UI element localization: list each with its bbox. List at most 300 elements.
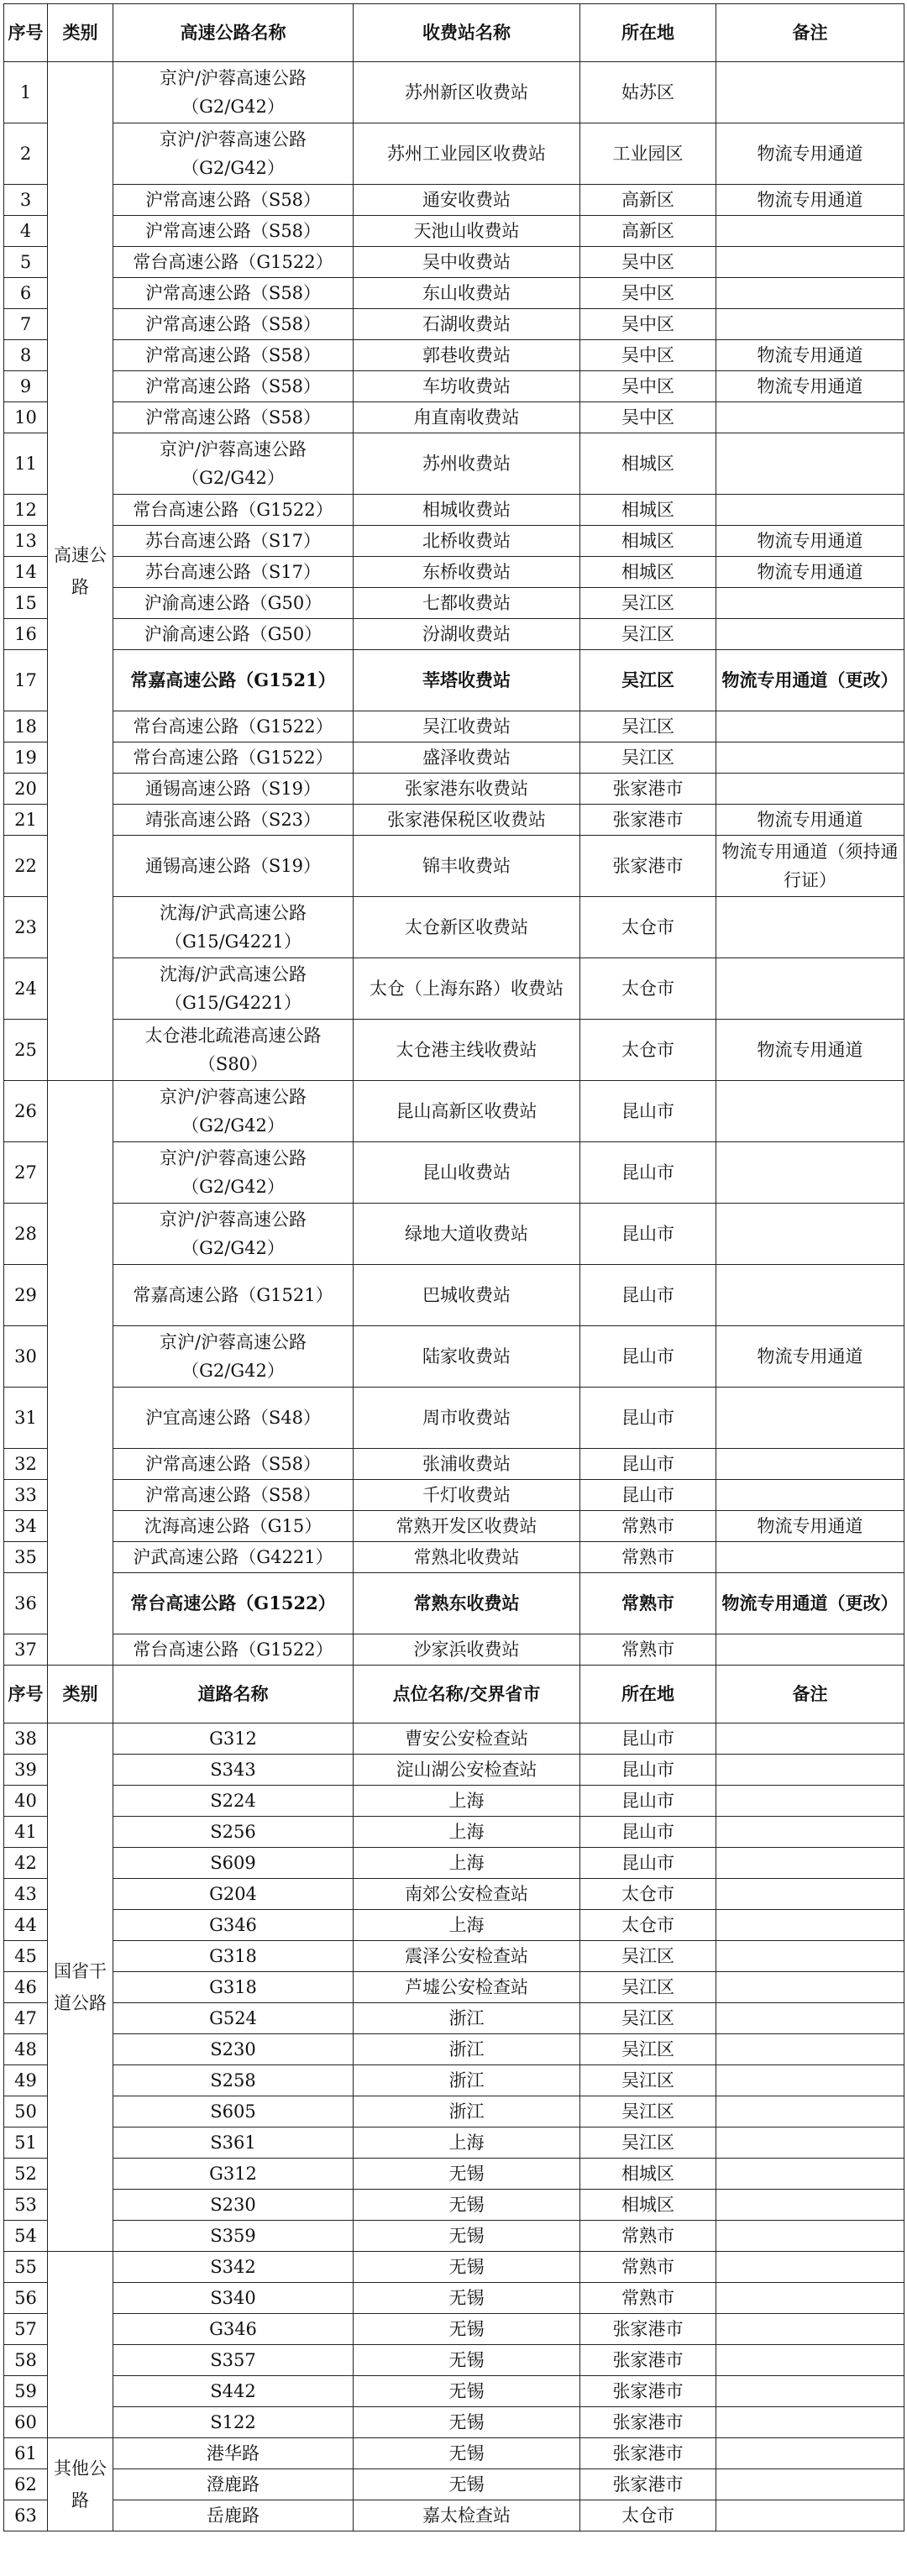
location: 张家港市 <box>580 805 716 836</box>
station-name: 浙江 <box>354 2003 580 2034</box>
remark <box>716 495 904 526</box>
category-cell: 其他公路 <box>48 2438 113 2531</box>
table-row <box>4 247 904 278</box>
row-number: 25 <box>4 1020 48 1081</box>
location: 相城区 <box>580 2190 716 2221</box>
header-station: 点位名称/交界省市 <box>354 1666 580 1723</box>
location: 相城区 <box>580 433 716 495</box>
road-name: 京沪/沪蓉高速公路（G2/G42） <box>113 1081 354 1142</box>
table-row <box>4 742 904 774</box>
remark: 物流专用通道（须持通行证） <box>716 836 904 897</box>
road-name: 常台高速公路（G1522） <box>113 247 354 278</box>
remark <box>716 1142 904 1204</box>
road-name: G318 <box>113 1941 354 1972</box>
road-name: 常嘉高速公路（G1521） <box>113 1265 354 1326</box>
remark <box>716 1817 904 1848</box>
table-row <box>4 123 904 185</box>
remark: 物流专用通道 <box>716 557 904 588</box>
remark <box>716 1388 904 1449</box>
location: 昆山市 <box>580 1265 716 1326</box>
remark <box>716 1941 904 1972</box>
row-number: 8 <box>4 340 48 371</box>
table-row <box>4 2159 904 2190</box>
road-name: 通锡高速公路（S19） <box>113 774 354 805</box>
row-number: 27 <box>4 1142 48 1204</box>
location: 昆山市 <box>580 1848 716 1879</box>
location: 相城区 <box>580 557 716 588</box>
header-row <box>4 4 904 62</box>
location: 常熟市 <box>580 2283 716 2314</box>
location: 相城区 <box>580 526 716 557</box>
road-name: 沪常高速公路（S58） <box>113 1449 354 1480</box>
road-name: G204 <box>113 1879 354 1910</box>
location: 常熟市 <box>580 2252 716 2283</box>
remark <box>716 1910 904 1941</box>
header-category: 类别 <box>48 1666 113 1723</box>
location: 常熟市 <box>580 1542 716 1573</box>
table-row <box>4 619 904 650</box>
row-number: 50 <box>4 2096 48 2127</box>
location: 太仓市 <box>580 1910 716 1941</box>
station-name: 常熟东收费站 <box>354 1573 580 1634</box>
table-row <box>4 1480 904 1511</box>
table-body <box>4 4 904 2531</box>
row-number: 52 <box>4 2159 48 2190</box>
location: 昆山市 <box>580 1755 716 1786</box>
remark <box>716 1480 904 1511</box>
road-name: 沪常高速公路（S58） <box>113 185 354 216</box>
road-name: S359 <box>113 2221 354 2252</box>
table-row <box>4 1081 904 1142</box>
station-name: 天池山收费站 <box>354 216 580 247</box>
table-row <box>4 1848 904 1879</box>
table-row <box>4 836 904 897</box>
road-name: 太仓港北疏港高速公路（S80） <box>113 1020 354 1081</box>
station-name: 上海 <box>354 1817 580 1848</box>
table-row <box>4 2096 904 2127</box>
road-name: 苏台高速公路（S17） <box>113 526 354 557</box>
table-row <box>4 2190 904 2221</box>
row-number: 48 <box>4 2034 48 2065</box>
table-row <box>4 526 904 557</box>
station-name: 无锡 <box>354 2407 580 2438</box>
station-name: 东桥收费站 <box>354 557 580 588</box>
location: 张家港市 <box>580 2345 716 2376</box>
remark <box>716 1542 904 1573</box>
row-number: 9 <box>4 371 48 402</box>
road-name: 沈海/沪武高速公路（G15/G4221） <box>113 897 354 958</box>
station-name: 曹安公安检查站 <box>354 1723 580 1755</box>
table-row <box>4 402 904 433</box>
remark <box>716 1265 904 1326</box>
station-name: 东山收费站 <box>354 278 580 309</box>
location: 太仓市 <box>580 897 716 958</box>
remark <box>716 774 904 805</box>
table-row <box>4 2500 904 2531</box>
station-name: 昆山高新区收费站 <box>354 1081 580 1142</box>
header-no: 序号 <box>4 1666 48 1723</box>
remark <box>716 711 904 742</box>
remark <box>716 1204 904 1265</box>
row-number: 3 <box>4 185 48 216</box>
location: 吴江区 <box>580 742 716 774</box>
station-name: 太仓新区收费站 <box>354 897 580 958</box>
location: 昆山市 <box>580 1326 716 1388</box>
road-name: 沪常高速公路（S58） <box>113 1480 354 1511</box>
row-number: 60 <box>4 2407 48 2438</box>
road-name: 港华路 <box>113 2438 354 2469</box>
row-number: 23 <box>4 897 48 958</box>
station-name: 张家港东收费站 <box>354 774 580 805</box>
row-number: 31 <box>4 1388 48 1449</box>
road-name: 沈海/沪武高速公路（G15/G4221） <box>113 958 354 1020</box>
station-name: 苏州工业园区收费站 <box>354 123 580 185</box>
station-name: 淀山湖公安检查站 <box>354 1755 580 1786</box>
station-name: 上海 <box>354 1910 580 1941</box>
table-row <box>4 216 904 247</box>
row-number: 44 <box>4 1910 48 1941</box>
road-name: S442 <box>113 2376 354 2407</box>
road-name: 靖张高速公路（S23） <box>113 805 354 836</box>
location: 张家港市 <box>580 2314 716 2345</box>
table-row <box>4 1634 904 1666</box>
road-name: 京沪/沪蓉高速公路（G2/G42） <box>113 1142 354 1204</box>
road-name: S605 <box>113 2096 354 2127</box>
station-name: 石湖收费站 <box>354 309 580 340</box>
location: 吴江区 <box>580 711 716 742</box>
remark: 物流专用通道（更改） <box>716 650 904 711</box>
row-number: 30 <box>4 1326 48 1388</box>
row-number: 11 <box>4 433 48 495</box>
station-name: 无锡 <box>354 2221 580 2252</box>
remark <box>716 742 904 774</box>
remark <box>716 2096 904 2127</box>
table-row <box>4 2283 904 2314</box>
road-name: 沪常高速公路（S58） <box>113 216 354 247</box>
station-name: 绿地大道收费站 <box>354 1204 580 1265</box>
station-name: 昆山收费站 <box>354 1142 580 1204</box>
table-row <box>4 650 904 711</box>
table-row <box>4 1755 904 1786</box>
location: 吴中区 <box>580 247 716 278</box>
table-row <box>4 557 904 588</box>
remark <box>716 2500 904 2531</box>
road-name: S342 <box>113 2252 354 2283</box>
station-name: 七都收费站 <box>354 588 580 619</box>
station-name: 汾湖收费站 <box>354 619 580 650</box>
row-number: 57 <box>4 2314 48 2345</box>
header-remark: 备注 <box>716 4 904 62</box>
row-number: 54 <box>4 2221 48 2252</box>
location: 姑苏区 <box>580 62 716 123</box>
location: 吴江区 <box>580 2034 716 2065</box>
table-row <box>4 805 904 836</box>
header-location: 所在地 <box>580 1666 716 1723</box>
road-name: 澄鹿路 <box>113 2469 354 2500</box>
remark <box>716 2407 904 2438</box>
location: 太仓市 <box>580 1879 716 1910</box>
row-number: 10 <box>4 402 48 433</box>
road-name: G318 <box>113 1972 354 2003</box>
row-number: 22 <box>4 836 48 897</box>
road-name: S224 <box>113 1786 354 1817</box>
road-name: 沪常高速公路（S58） <box>113 371 354 402</box>
row-number: 7 <box>4 309 48 340</box>
road-name: 京沪/沪蓉高速公路（G2/G42） <box>113 123 354 185</box>
station-name: 上海 <box>354 1848 580 1879</box>
remark <box>716 2252 904 2283</box>
header-category: 类别 <box>48 4 113 62</box>
road-name: 沪渝高速公路（G50） <box>113 619 354 650</box>
road-name: 通锡高速公路（S19） <box>113 836 354 897</box>
row-number: 18 <box>4 711 48 742</box>
table-row <box>4 1204 904 1265</box>
header-station: 收费站名称 <box>354 4 580 62</box>
remark <box>716 1786 904 1817</box>
road-name: 沪常高速公路（S58） <box>113 402 354 433</box>
row-number: 32 <box>4 1449 48 1480</box>
location: 昆山市 <box>580 1142 716 1204</box>
location: 常熟市 <box>580 1573 716 1634</box>
road-name: S361 <box>113 2127 354 2159</box>
row-number: 33 <box>4 1480 48 1511</box>
location: 吴中区 <box>580 340 716 371</box>
row-number: 20 <box>4 774 48 805</box>
table-row <box>4 1910 904 1941</box>
location: 吴江区 <box>580 1941 716 1972</box>
row-number: 39 <box>4 1755 48 1786</box>
table-row <box>4 371 904 402</box>
road-name: S256 <box>113 1817 354 1848</box>
table-row <box>4 897 904 958</box>
road-name: S230 <box>113 2034 354 2065</box>
location: 工业园区 <box>580 123 716 185</box>
table-row <box>4 1786 904 1817</box>
station-name: 太仓（上海东路）收费站 <box>354 958 580 1020</box>
table-row <box>4 340 904 371</box>
remark <box>716 1972 904 2003</box>
category-cell: 国省干道公路 <box>48 1723 113 2252</box>
station-name: 常熟开发区收费站 <box>354 1511 580 1542</box>
road-name: 沈海高速公路（G15） <box>113 1511 354 1542</box>
station-name: 震泽公安检查站 <box>354 1941 580 1972</box>
row-number: 42 <box>4 1848 48 1879</box>
road-name: 常台高速公路（G1522） <box>113 1573 354 1634</box>
location: 相城区 <box>580 495 716 526</box>
station-name: 无锡 <box>354 2190 580 2221</box>
table-row <box>4 1542 904 1573</box>
row-number: 55 <box>4 2252 48 2283</box>
station-name: 浙江 <box>354 2065 580 2096</box>
location: 吴江区 <box>580 588 716 619</box>
location: 高新区 <box>580 185 716 216</box>
remark: 物流专用通道 <box>716 805 904 836</box>
row-number: 41 <box>4 1817 48 1848</box>
location: 张家港市 <box>580 836 716 897</box>
remark <box>716 1755 904 1786</box>
location: 昆山市 <box>580 1388 716 1449</box>
row-number: 61 <box>4 2438 48 2469</box>
table-row <box>4 1879 904 1910</box>
remark: 物流专用通道（更改） <box>716 1573 904 1634</box>
road-name: S343 <box>113 1755 354 1786</box>
remark <box>716 62 904 123</box>
location: 常熟市 <box>580 1511 716 1542</box>
row-number: 59 <box>4 2376 48 2407</box>
station-name: 陆家收费站 <box>354 1326 580 1388</box>
table-row <box>4 62 904 123</box>
station-name: 相城收费站 <box>354 495 580 526</box>
station-name: 无锡 <box>354 2438 580 2469</box>
table-row <box>4 1142 904 1204</box>
row-number: 26 <box>4 1081 48 1142</box>
station-name: 张浦收费站 <box>354 1449 580 1480</box>
location: 常熟市 <box>580 2221 716 2252</box>
remark <box>716 897 904 958</box>
header-road: 高速公路名称 <box>113 4 354 62</box>
table-row <box>4 2065 904 2096</box>
location: 吴江区 <box>580 2096 716 2127</box>
remark <box>716 309 904 340</box>
table-row <box>4 2438 904 2469</box>
location: 吴江区 <box>580 2003 716 2034</box>
location: 昆山市 <box>580 1204 716 1265</box>
station-name: 无锡 <box>354 2252 580 2283</box>
station-name: 常熟北收费站 <box>354 1542 580 1573</box>
location: 太仓市 <box>580 2500 716 2531</box>
remark <box>716 278 904 309</box>
table-row <box>4 2345 904 2376</box>
remark: 物流专用通道 <box>716 185 904 216</box>
table-row <box>4 2314 904 2345</box>
road-name: 京沪/沪蓉高速公路（G2/G42） <box>113 1204 354 1265</box>
remark: 物流专用通道 <box>716 1511 904 1542</box>
road-name: S340 <box>113 2283 354 2314</box>
location: 昆山市 <box>580 1723 716 1755</box>
table-row <box>4 1020 904 1081</box>
table-row <box>4 1941 904 1972</box>
checkpoint-table <box>3 3 904 2531</box>
location: 张家港市 <box>580 2469 716 2500</box>
header-row <box>4 1666 904 1723</box>
row-number: 40 <box>4 1786 48 1817</box>
station-name: 莘塔收费站 <box>354 650 580 711</box>
row-number: 15 <box>4 588 48 619</box>
location: 吴江区 <box>580 650 716 711</box>
header-location: 所在地 <box>580 4 716 62</box>
remark <box>716 2065 904 2096</box>
station-name: 盛泽收费站 <box>354 742 580 774</box>
station-name: 嘉太检查站 <box>354 2500 580 2531</box>
table-row <box>4 1449 904 1480</box>
station-name: 无锡 <box>354 2283 580 2314</box>
location: 太仓市 <box>580 958 716 1020</box>
row-number: 38 <box>4 1723 48 1755</box>
remark <box>716 619 904 650</box>
location: 吴江区 <box>580 1972 716 2003</box>
road-name: S357 <box>113 2345 354 2376</box>
remark: 物流专用通道 <box>716 1326 904 1388</box>
table-row <box>4 1817 904 1848</box>
station-name: 沙家浜收费站 <box>354 1634 580 1666</box>
table-row <box>4 711 904 742</box>
remark <box>716 2469 904 2500</box>
remark <box>716 2159 904 2190</box>
location: 吴江区 <box>580 619 716 650</box>
road-name: 常台高速公路（G1522） <box>113 495 354 526</box>
table-row <box>4 2127 904 2159</box>
road-name: 沪常高速公路（S58） <box>113 340 354 371</box>
row-number: 16 <box>4 619 48 650</box>
station-name: 车坊收费站 <box>354 371 580 402</box>
remark <box>716 2003 904 2034</box>
remark <box>716 2314 904 2345</box>
remark <box>716 2127 904 2159</box>
row-number: 24 <box>4 958 48 1020</box>
station-name: 无锡 <box>354 2345 580 2376</box>
remark <box>716 958 904 1020</box>
station-name: 通安收费站 <box>354 185 580 216</box>
table-row <box>4 2034 904 2065</box>
table-row <box>4 2376 904 2407</box>
remark <box>716 2190 904 2221</box>
row-number: 6 <box>4 278 48 309</box>
station-name: 无锡 <box>354 2469 580 2500</box>
table-row <box>4 185 904 216</box>
table-row <box>4 1573 904 1634</box>
row-number: 17 <box>4 650 48 711</box>
remark: 物流专用通道 <box>716 340 904 371</box>
station-name: 芦墟公安检查站 <box>354 1972 580 2003</box>
table-row <box>4 2252 904 2283</box>
remark <box>716 2438 904 2469</box>
remark <box>716 2221 904 2252</box>
row-number: 47 <box>4 2003 48 2034</box>
road-name: 常嘉高速公路（G1521） <box>113 650 354 711</box>
road-name: S258 <box>113 2065 354 2096</box>
remark <box>716 1449 904 1480</box>
station-name: 吴中收费站 <box>354 247 580 278</box>
road-name: 沪宜高速公路（S48） <box>113 1388 354 1449</box>
remark <box>716 1879 904 1910</box>
station-name: 无锡 <box>354 2314 580 2345</box>
row-number: 51 <box>4 2127 48 2159</box>
category-cell: 高速公路 <box>48 62 113 1081</box>
location: 张家港市 <box>580 2438 716 2469</box>
row-number: 46 <box>4 1972 48 2003</box>
road-name: 常台高速公路（G1522） <box>113 711 354 742</box>
location: 昆山市 <box>580 1786 716 1817</box>
location: 昆山市 <box>580 1480 716 1511</box>
row-number: 14 <box>4 557 48 588</box>
category-cell <box>48 2252 113 2438</box>
location: 常熟市 <box>580 1634 716 1666</box>
road-name: 京沪/沪蓉高速公路（G2/G42） <box>113 62 354 123</box>
table-row <box>4 433 904 495</box>
road-name: S230 <box>113 2190 354 2221</box>
table-row <box>4 2221 904 2252</box>
location: 吴中区 <box>580 371 716 402</box>
road-name: 岳鹿路 <box>113 2500 354 2531</box>
station-name: 苏州新区收费站 <box>354 62 580 123</box>
table-row <box>4 958 904 1020</box>
station-name: 苏州收费站 <box>354 433 580 495</box>
row-number: 34 <box>4 1511 48 1542</box>
location: 吴江区 <box>580 2127 716 2159</box>
row-number: 49 <box>4 2065 48 2096</box>
remark: 物流专用通道 <box>716 526 904 557</box>
road-name: 京沪/沪蓉高速公路（G2/G42） <box>113 1326 354 1388</box>
